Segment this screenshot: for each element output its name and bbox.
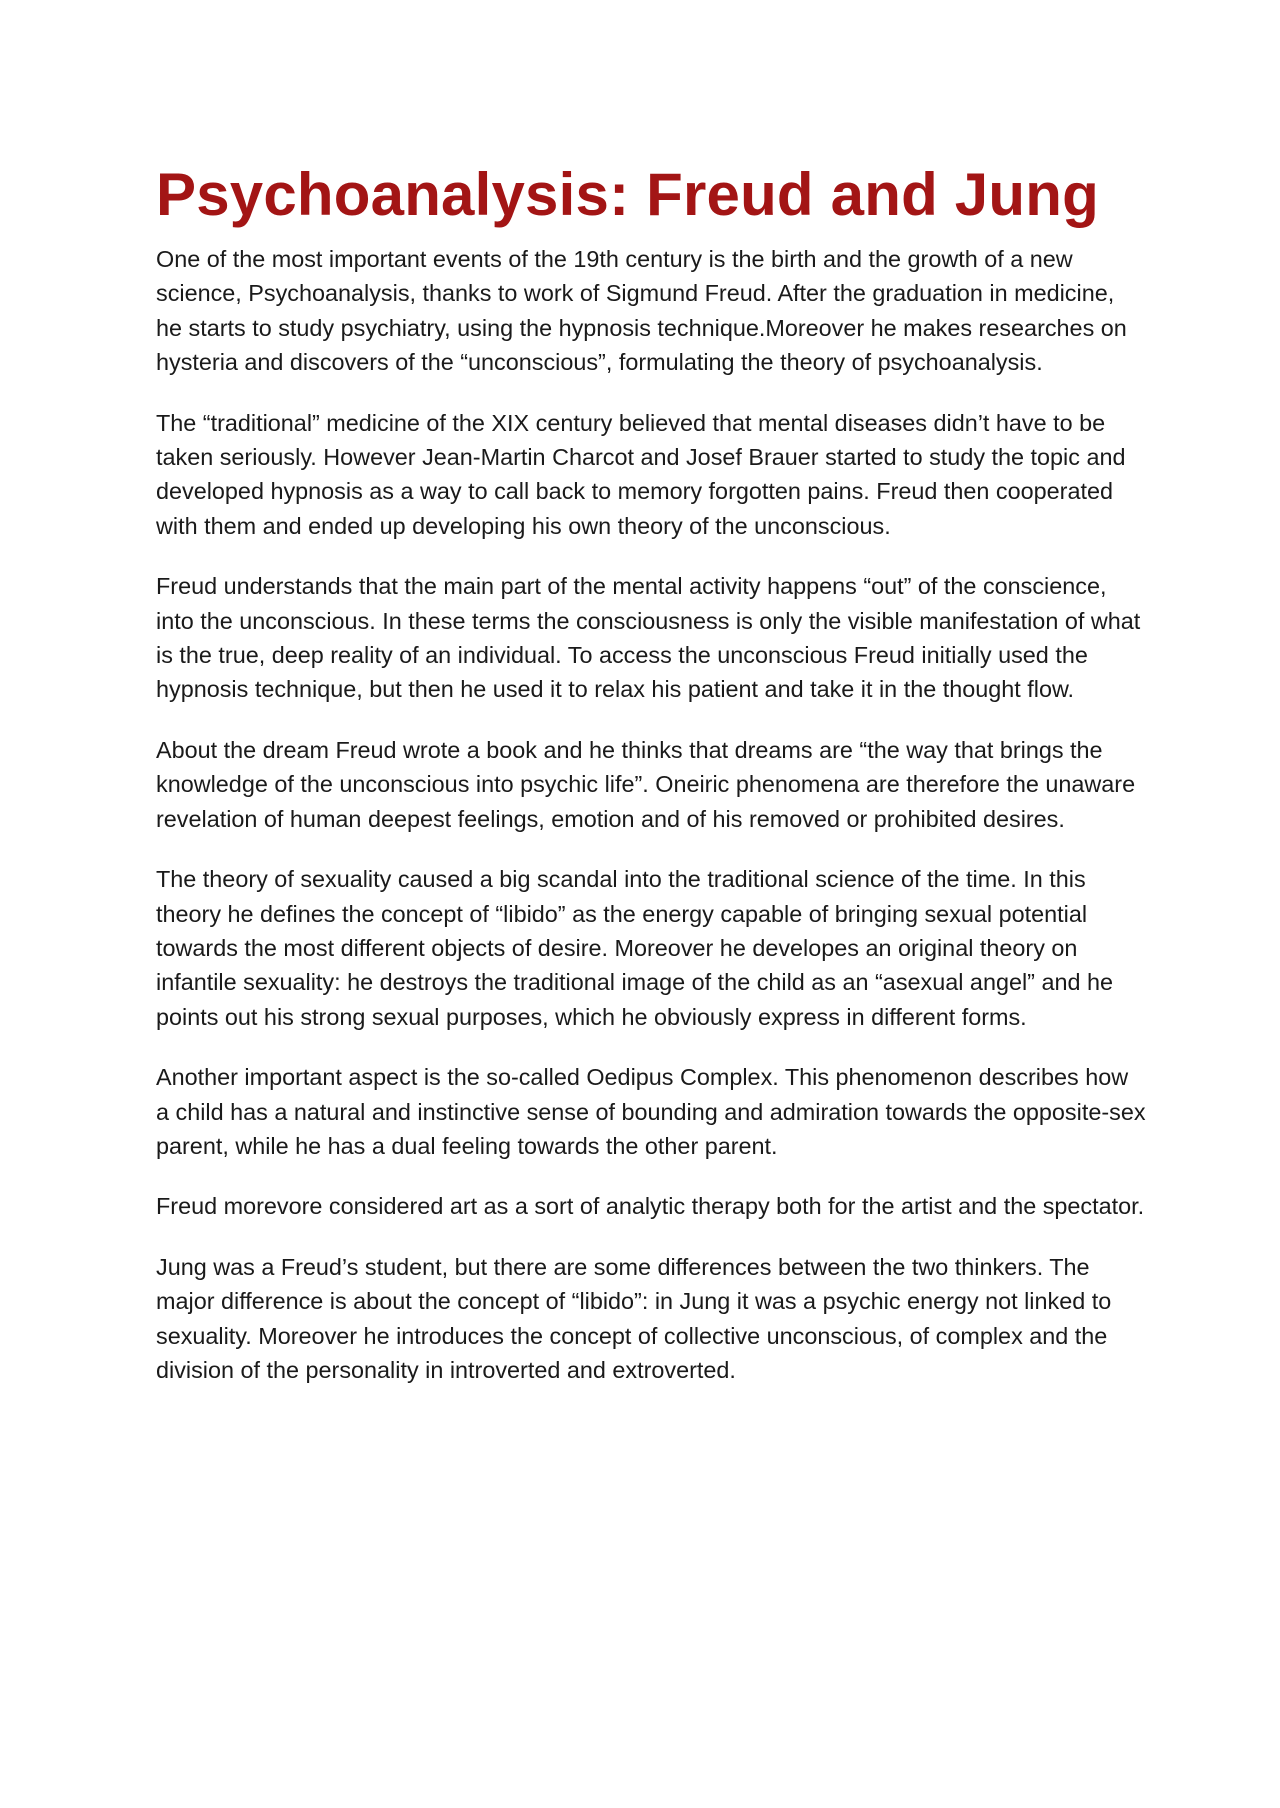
paragraph-freud-intro: One of the most important events of the 19th century is the birth and the growth of a new science, Psychoanalysis, thanks to work of Sigmund Freud. After the graduation in medicine, he starts to study psychiatry, using the hypnosis technique.Moreover he makes researches on hysteria and discovers of the “unconscious”, formulating the theory of psychoanalysis. bbox=[156, 246, 1127, 376]
paragraph-unconscious: Freud understands that the main part of the mental activity happens “out” of the conscience, into the unconscious. In these terms the consciousness is only the visible manifestation of what is the true, deep reality of an individual. To access the unconscious Freud initially used the hypnosis technique, but then he used it to relax his patient and take it in the thought flow. bbox=[156, 573, 1141, 703]
paragraph-dreams: About the dream Freud wrote a book and he thinks that dreams are “the way that brings the knowledge of the unconscious into psychic life”. Oneiric phenomena are therefore the unaware revelation of human deepest feelings, emotion and of his removed or prohibited desires. bbox=[156, 736, 1136, 832]
paragraph-sexuality: The theory of sexuality caused a big scandal into the traditional science of the time. In this theory he defines the concept of “libido” as the energy capable of bringing sexual potential towards the most different objects of desire. Moreover he developes an original theory on infantile sexuality: he destroys the traditional image of the child as an “asexual angel” and he points out his strong sexual purposes, which he obviously express in different forms. bbox=[156, 866, 1113, 1030]
paragraph-oedipus: Another important aspect is the so-called Oedipus Complex. This phenomenon describes how a child has a natural and instinctive sense of bounding and admiration towards the opposite-sex parent, while he has a dual feeling towards the other parent. bbox=[156, 1064, 1146, 1159]
document-body bbox=[156, 158, 1146, 1413]
paragraph-traditional-medicine: The “traditional” medicine of the XIX century believed that mental diseases didn’t have to be taken seriously. However Jean-Martin Charcot and Josef Brauer started to study the topic and developed hypnosis as a way to call back to memory forgotten pains. Freud then cooperated with them and ended up developing his own theory of the unconscious. bbox=[156, 409, 1126, 539]
paragraph-art: Freud morevore considered art as a sort of analytic therapy both for the artist and the spectator. bbox=[156, 1193, 1145, 1220]
paragraph-jung: Jung was a Freud’s student, but there are some differences between the two thinkers. The major difference is about the concept of “libido”: in Jung it was a psychic energy not linked to sexuality. Moreover he introduces the concept of collective unconscious, of complex and the division of the personality in introverted and extroverted. bbox=[156, 1253, 1112, 1383]
page-title: Psychoanalysis: Freud and Jung bbox=[156, 161, 1099, 228]
